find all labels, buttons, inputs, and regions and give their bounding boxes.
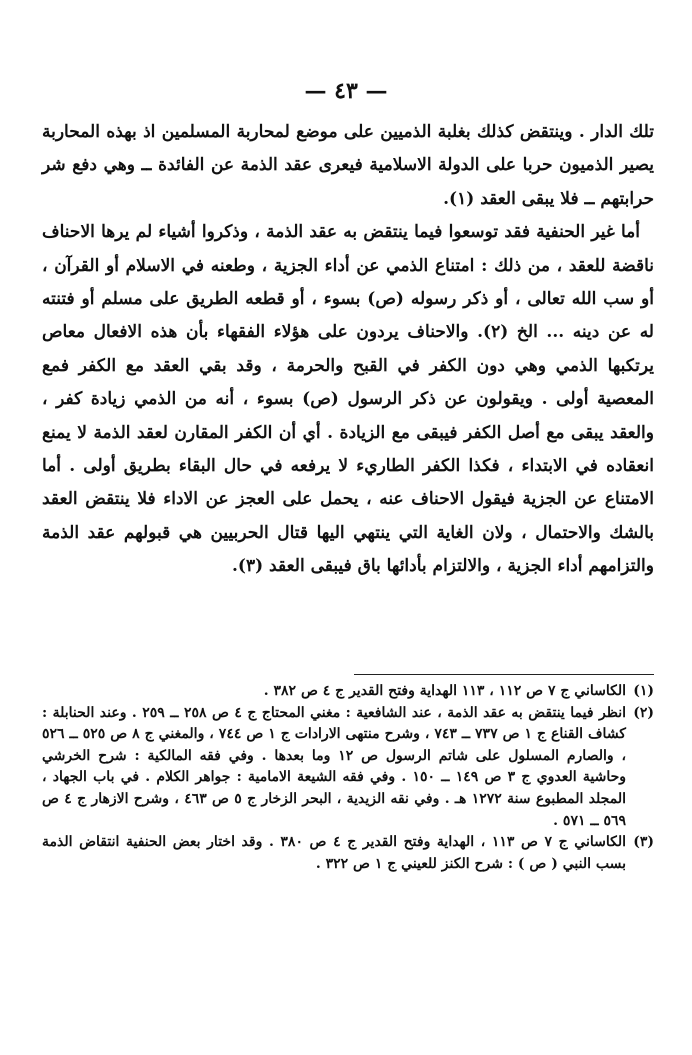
footnote-separator [354,674,654,675]
footnote-text: الكاساني ج ٧ ص ١١٢ ، ١١٣ الهداية وفتح القدير ج ٤ ص ٣٨٢ . [263,683,626,699]
footnote [42,832,654,875]
paragraph: تلك الدار . وينتقض كذلك بغلبة الذميين على موضع لمحاربة المسلمين اذ بهذه المحاربة يصير الذميون حربا على الدولة الاسلامية فيعرى عقد الذمة عن الفائدة ــ وهي دفع شر حرابتهم ــ فلا يبقى العقد (١). [42,122,654,209]
footnote-text: الكاساني ج ٧ ص ١١٣ ، الهداية وفتح القدير ج ٤ ص ٣٨٠ . وقد اختار بعض الحنفية انتقاض الذمة بسب النبي ( ص ) : شرح الكنز للعيني ج ١ ص ٣٢٢ . [42,834,626,872]
footnote-text: انظر فيما ينتقض به عقد الذمة ، عند الشافعية : مغني المحتاج ج ٤ ص ٢٥٨ ــ ٢٥٩ . وعند الحنابلة : كشاف القناع ج ١ ص ٧٣٧ ــ ٧٤٣ ، وشرح منتهى الارادات ج ١ ص ٧٤٤ ، والمغني ج ٨ ص ٥٢٥ ــ ٥٢٦ ، والصارم المسلول على شاتم الرسول ص ١٢ وما بعدها . وفي فقه المالكية : شرح الخرشي وحاشية العدوي ج ٣ ص ١٤٩ ــ ١٥٠ . وفي فقه الشيعة الامامية : جواهر الكلام . في باب الجهاد ، المجلد المطبوع سنة ١٢٧٢ هـ . وفي نقه الزيدية ، البحر الزخار ج ٥ ص ٤٦٣ ، وشرح الازهار ج ٤ ص ٥٦٩ ــ ٥٧١ . [42,704,627,829]
page-number: — ٤٣ — [304,78,388,104]
footnote [42,703,654,833]
footnotes [42,681,654,875]
footnote-number: (٣) [633,834,654,851]
footnote-number: (٢) [633,704,654,721]
footnote-number: (١) [633,683,654,699]
paragraph: أما غير الحنفية فقد توسعوا فيما ينتقض به عقد الذمة ، وذكروا أشياء لم يرها الاحناف ناقضة للعقد ، من ذلك : امتناع الذمي عن أداء الجزية ، وطعنه في الاسلام أو القرآن ، أو سب الله تعالى ، أو ذكر رسوله (ص) بسوء ، أو قطعه الطريق على مسلم أو فتنته له عن دينه ... الخ (٢). والاحناف يردون على هؤلاء الفقهاء بأن هذه الافعال معاص يرتكبها الذمي وهي دون الكفر في القبح والحرمة ، وقد بقي العقد مع الكفر فمع المعصية أولى . ويقولون عن ذكر الرسول (ص) بسوء ، أنه من الذمي زيادة كفر ، والعقد يبقى مع أصل الكفر فيبقى مع الزيادة . أي أن الكفر المقارن لعقد الذمة لا يمنع انعقاده في الابتداء ، فكذا الكفر الطاريء لا يرفعه في حال البقاء بطريق أولى . أما الامتناع عن الجزية فيقول الاحناف عنه ، يحمل على العجز عن الاداء فلا ينتقض العقد بالشك والاحتمال ، ولان الغاية التي ينتهي اليها قتال الحربيين هي قبولهم عقد الذمة والتزامهم أداء الجزية ، والالتزام بأدائها باق فيبقى العقد (٣). [42,222,654,577]
footnote [42,681,654,703]
main-text [42,116,654,584]
